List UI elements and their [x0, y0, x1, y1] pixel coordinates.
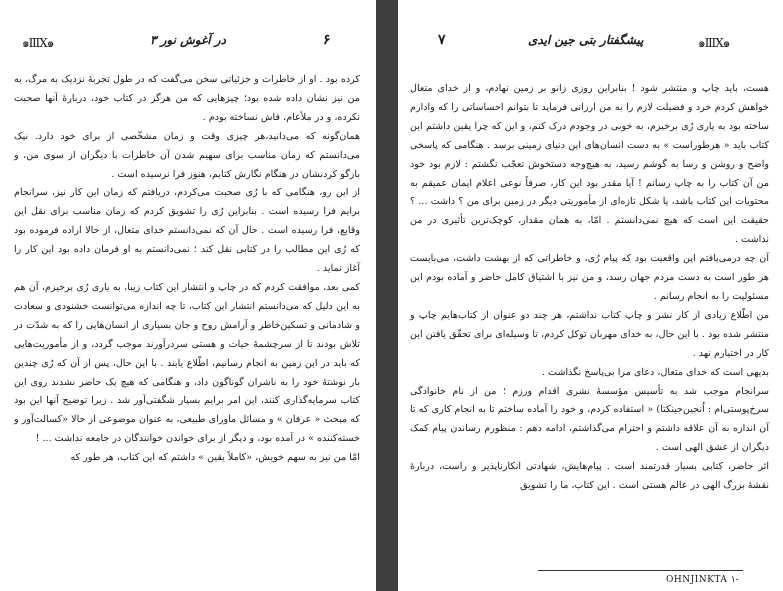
paragraph: کرده بود . او از خاطرات و جزئیاتی سخن می‌گفت که در طول تجربهٔ نزدیک به مرگ، به من نیز نشان داده شده بود؛ چیزهایی که من هرگز در کتاب خود، دربارهٔ آنها صحبت نکرده، و در ملأعام، فاش نساخته بودم .: [14, 74, 360, 123]
left-page: [0, 0, 376, 591]
page-number: ۷: [438, 32, 446, 48]
running-title: پیشگفتار بتی جین ایدی: [528, 33, 644, 47]
ornament-icon: ๑ⅢⅩ๑: [698, 36, 730, 50]
paragraph: کمی بعد، موافقت کردم که در چاپ و انتشار این کتاب زیبا، به یاری رُی برخیزم، آن هم به این دلیل که می‌دانستم انتشار این کتاب، تا چه اندازه می‌توانست خشنودی و سعادت و شادمانی و تسکین‌خاطر و آرامش روح و جان بسیاری از انسان‌هایی را که به شدّت در تلاش بودند تا از سرچشمهٔ حیات و هستی سردرآورند موجب گردد، و از مأموریت‌هایی که باید در این زمین به انجام رسانیم، اطّلاع یابند . با این حال، پس از آن که رُی چندین بار نوشتهٔ خود را به ناشران گوناگون داد، و هنگامی که هیچ یک حاضر نشدند روی این کتاب سرمایه‌گذاری کنند، این امر برایم بسیار شگفتی‌آور شد . زیرا توضیح آنها این بود که مبحث « عرفان » و مسائل ماورای طبیعی، به عنوان موضوعی از حالا «کسالت‌آور و خسته‌کننده » در آمده بود، و دیگر از برای خواندن خوانندگان در جامعه نداشت ... !: [14, 281, 360, 445]
footnote-text: OHNJINKTA ۱-: [666, 575, 739, 585]
paragraph: من اطّلاع زیادی از کار نشر و چاپ کتاب نداشتم، هر چند دو عنوان از کتاب‌هایم چاپ و منتشر شده بود . با این حال، به خدای مهربان توکل کردم، تا وسیله‌ای برای تحقّق یافتن این کار در اختیارم نهد .: [410, 309, 769, 359]
running-title: در آغوش نور ۳: [150, 33, 226, 47]
book-gutter: [376, 0, 398, 591]
paragraph: آن چه درمی‌یافتم این واقعیت بود که پیام رُی، و خاطراتی که از بهشت داشت، می‌بایست هر طور است به دست مردم جهان رسد، و من نیز با اشتیاق کامل حاضر و آماده بودم این مسئولیت را به انجام رسانم .: [410, 253, 769, 302]
paragraph: سرانجام موجب شد به تأسیس مؤسسهٔ نشری اقدام ورزم ؛ من از نام خانوادگی سرخ‌پوستی‌ام : اُنجین‌جینکتا) « استفاده کردم، و خود را آماده ساختم تا به انجام کاری که تا آن اندازه به آن علاقه داشتم و احترام می‌گذاشتم، ادامه دهم : منظورم رساندن پیام کمک دیگران از عشق الهی است .: [410, 385, 769, 454]
paragraph: بدیهی است که خدای متعال، دعای مرا بی‌پاسخ نگذاشت .: [541, 366, 769, 378]
body-text: [410, 80, 769, 496]
paragraph: امّا من نیز به سهم خویش، «کاملاً یقین » داشتم که این کتاب، هر طور که: [70, 452, 360, 464]
page-header: [398, 32, 783, 56]
ornament-icon: ๑ⅢⅩ๑: [22, 36, 54, 50]
paragraph: هست، باید چاپ و منتشر شود ! بنابراین روزی زانو بر زمین نهادم، و از خدای متعال خواهش کردم خرد و فضیلت لازم را به من ارزانی فرماید تا بتوانم احساساتی را که وادارم ساخته بود به یاری رُی برخیزم، به خوبی در وجودم درک کنم، و این که چرا یقین داشتم این کتاب باید « هرطوراست » به دست انسان‌های این دنیای زمینی برسد . هنگامی که پاسخی واضح و روشن و رسا به گوشم رسید، به هیچ‌وجه دستخوش تعجّب نگشتم : لازم بود خود من آن کتاب را به چاپ رسانم ! آیا مقدر بود این کار، صرفاً نوعی اعلام ایمان عمیقم به محتویات این کتاب باشد، یا شکل تازه‌ای از مأموریتی دیگر در زمین برای من ؟ داشت ... ؟ حقیقت این است که هیچ نمی‌دانستم . امّا، به همان مقدار، کوچک‌ترین تأثیری در من نداشت .: [410, 83, 769, 246]
footnote-rule: [538, 570, 743, 571]
paragraph: از این رو، هنگامی که با رُی صحبت می‌کردم، دریافتم که زمان این کار نیز، سرانجام برایم فرا رسیده است . بنابراین رُی را تشویق کردم که زمان مناسب برای نقل این وقایع، فرا رسیده است . حال آن که نمی‌دانستم خدای متعال، از حالا اراده فرموده بود که رُی این مطالب را در کتابی نقل کند ؛ نمی‌دانستم به او فرمان داده بود این کار را آغاز نماید .: [14, 187, 360, 275]
body-text: [14, 71, 360, 468]
page-number: ۶: [323, 32, 331, 48]
paragraph: همان‌گونه که می‌دانید،هر چیزی وقت و زمان مشخّصی از برای خود دارد. نیک می‌دانستم که زمان مناسب برای سهیم شدن آن خاطرات با دیگران از سوی من، و بازگو کردنشان در هنگام نگارش کتابم، هنوز فرا نرسیده است .: [14, 130, 360, 180]
right-page: [398, 0, 783, 591]
page-header: [0, 32, 376, 56]
paragraph: اثر حاضر، کتابی بسیار قدرتمند است . پیام‌هایش، شهادتی انکارناپذیر و راست، دربارهٔ نقشهٔ بزرگ الهی در عالم هستی است . این کتاب، ما را تشویق: [410, 461, 769, 492]
